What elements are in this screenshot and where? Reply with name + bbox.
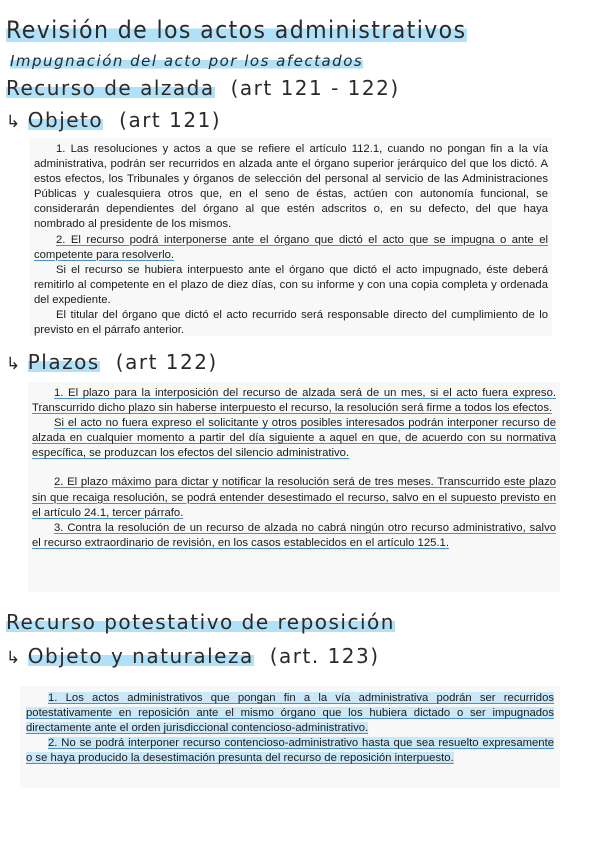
reposicion-paragraph-2: 2. No se podrá interponer recurso contencioso-administrativo hasta que sea resuelto expresamente o se haya producido la desestimación presunta del recurso de reposición interpuesto. bbox=[26, 737, 554, 765]
plazos-article-ref: (art 122) bbox=[115, 350, 218, 374]
plazos-paragraph-4: 3. Contra la resolución de un recurso de alzada no cabrá ningún otro recurso administrativo, salvo el recurso extraordinario de revisión, en los casos establecidos en el artículo 125.1. bbox=[32, 521, 556, 549]
objeto-paragraph-2: 2. El recurso podrá interponerse ante el órgano que dictó el acto que se impugna o ante el competente para resolverlo. bbox=[34, 233, 548, 261]
page-title: Revisión de los actos administrativos bbox=[6, 16, 467, 44]
arrow-icon: ↳ bbox=[6, 354, 22, 374]
reposicion-excerpt bbox=[20, 686, 560, 788]
reposicion-article-ref: (art. 123) bbox=[269, 644, 380, 668]
reposicion-paragraph-1: 1. Los actos administrativos que pongan fin a la vía administrativa podrán ser recurridos potestativamente en reposición ante el mismo órgano que los hubiera dictado o ser impugnados directamente ante el orden jurisdiccional contencioso-administrativo. bbox=[26, 692, 554, 735]
objeto-paragraph-3: Si el recurso se hubiera interpuesto ante el órgano que dictó el acto impugnado, éste deberá remitirlo al competente en el plazo de diez días, con su informe y con una copia completa y ordenada del expediente. bbox=[34, 263, 548, 306]
alzada-article-ref: (art 121 - 122) bbox=[230, 76, 400, 100]
arrow-icon: ↳ bbox=[6, 112, 22, 132]
alzada-heading: Recurso de alzada (art 121 - 122) bbox=[6, 76, 400, 100]
objeto-excerpt bbox=[30, 138, 552, 336]
objeto-heading: ↳ Objeto (art 121) bbox=[6, 108, 222, 132]
plazos-paragraph-3: 2. El plazo máximo para dictar y notificar la resolución será de tres meses. Transcurrido este plazo sin que recaiga resolución, se podrá entender desestimado el recurso, salvo en el supuesto previsto en el artículo 24.1, tercer párrafo. bbox=[32, 476, 556, 519]
reposicion-objeto-heading: ↳ Objeto y naturaleza (art. 123) bbox=[6, 644, 380, 668]
reposicion-heading: Recurso potestativo de reposición bbox=[6, 610, 395, 634]
plazos-excerpt bbox=[28, 382, 560, 592]
objeto-article-ref: (art 121) bbox=[119, 108, 222, 132]
plazos-paragraph-1: 1. El plazo para la interposición del recurso de alzada será de un mes, si el acto fuera expreso. Transcurrido dicho plazo sin haberse interpuesto el recurso, la resolución será firme a todos los efectos. bbox=[32, 387, 556, 415]
subtitle: Impugnación del acto por los afectados bbox=[10, 52, 364, 70]
plazos-heading: ↳ Plazos (art 122) bbox=[6, 350, 218, 374]
arrow-icon: ↳ bbox=[6, 648, 22, 668]
objeto-paragraph-1: 1. Las resoluciones y actos a que se refiere el artículo 112.1, cuando no pongan fin a la vía administrativa, podrán ser recurridos en alzada ante el órgano superior jerárquico del que los dictó. A estos efectos, los Tribunales y órganos de selección del personal al servicio de las Administraciones Públicas y cualesquiera otros que, en el seno de éstas, actúen con autonomía funcional, se considerarán dependientes del órgano al que estén adscritos o, en su defecto, del que haya nombrado al presidente de los mismos. bbox=[34, 143, 548, 231]
objeto-paragraph-4: El titular del órgano que dictó el acto recurrido será responsable directo del cumplimiento de lo previsto en el párrafo anterior. bbox=[34, 309, 548, 337]
plazos-paragraph-2: Si el acto no fuera expreso el solicitante y otros posibles interesados podrán interponer recurso de alzada en cualquier momento a partir del día siguiente a aquel en que, de acuerdo con su normativa específica, se produzcan los efectos del silencio administrativo. bbox=[32, 417, 556, 460]
